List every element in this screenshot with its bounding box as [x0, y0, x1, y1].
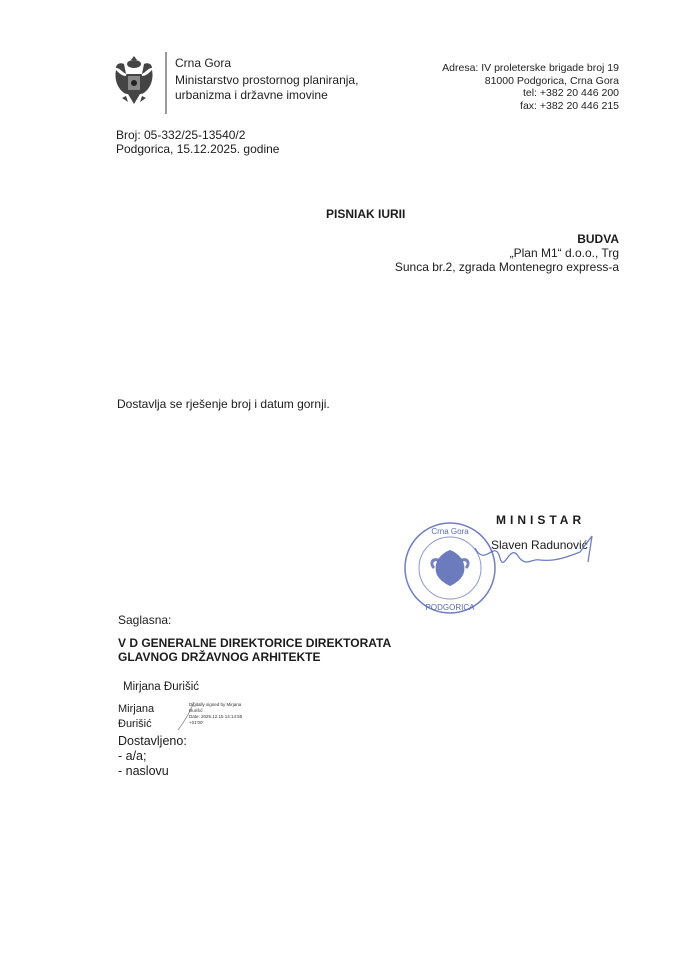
digital-signature-meta-2: Đurišić: [189, 708, 203, 713]
stamp-text-top: Crna Gora: [431, 527, 469, 536]
digital-signature-first-name: Mirjana: [118, 703, 155, 715]
ministry-name-line1: Ministarstvo prostornog planiranja,: [175, 73, 359, 87]
document-reference: [116, 128, 279, 156]
delivery-item: - a/a;: [118, 749, 147, 763]
address-fax: fax: +382 20 446 215: [520, 99, 619, 112]
stamp-text-bottom: PODGORICA: [425, 603, 475, 612]
ministry-address: [442, 62, 619, 112]
address-street: Adresa: IV proleterske brigade broj 19: [442, 62, 619, 74]
digital-signature-details: [189, 702, 259, 726]
recipient-address-line2: Sunca br.2, zgrada Montenegro express-a: [394, 260, 619, 274]
delivery-item: - naslovu: [118, 764, 169, 778]
address-city: 81000 Podgorica, Crna Gora: [484, 74, 619, 87]
recipient-address: [395, 232, 619, 274]
delivery-label: Dostavljeno:: [118, 734, 187, 748]
approver-name: Mirjana Đurišić: [123, 681, 200, 693]
address-phone: tel: +382 20 446 200: [522, 87, 619, 99]
digital-signature-last-name: Đurišić: [118, 718, 152, 730]
delivery-list: [118, 734, 187, 779]
reference-number: Broj: 05-332/25-13540/2: [116, 128, 246, 142]
header-divider: [165, 52, 167, 114]
ministry-name-line2: urbanizma i državne imovine: [175, 88, 328, 102]
place-and-date: Podgorica, 15.12.2025. godine: [116, 142, 280, 156]
digital-signature-meta-1: Digitally signed by Mirjana: [189, 702, 242, 707]
consent-label: Saglasna:: [118, 613, 172, 627]
digital-signature-name: [118, 702, 154, 732]
digital-signature-meta-3: Date: 2025.12.15 14:14:55: [189, 714, 243, 719]
signatory-name: Slaven Radunović: [491, 538, 588, 552]
recipient-city: BUDVA: [577, 232, 619, 246]
department-title: [118, 636, 391, 664]
department-title-line2: GLAVNOG DRŽAVNOG ARHITEKTE: [118, 650, 321, 664]
country-name: Crna Gora: [175, 56, 232, 70]
coat-of-arms-icon: [112, 54, 156, 110]
recipient-name: PISNIAK IURII: [326, 207, 406, 221]
department-title-line1: V D GENERALNE DIREKTORICE DIREKTORATA: [118, 636, 392, 650]
recipient-address-line1: „Plan M1“ d.o.o., Trg: [509, 246, 619, 260]
body-text: Dostavlja se rješenje broj i datum gornji.: [117, 397, 330, 411]
signatory-title: MINISTAR: [496, 513, 586, 527]
ministry-header: [175, 56, 358, 103]
digital-signature-meta-4: +01'00': [189, 720, 204, 725]
handwritten-signature-icon: [470, 528, 600, 578]
